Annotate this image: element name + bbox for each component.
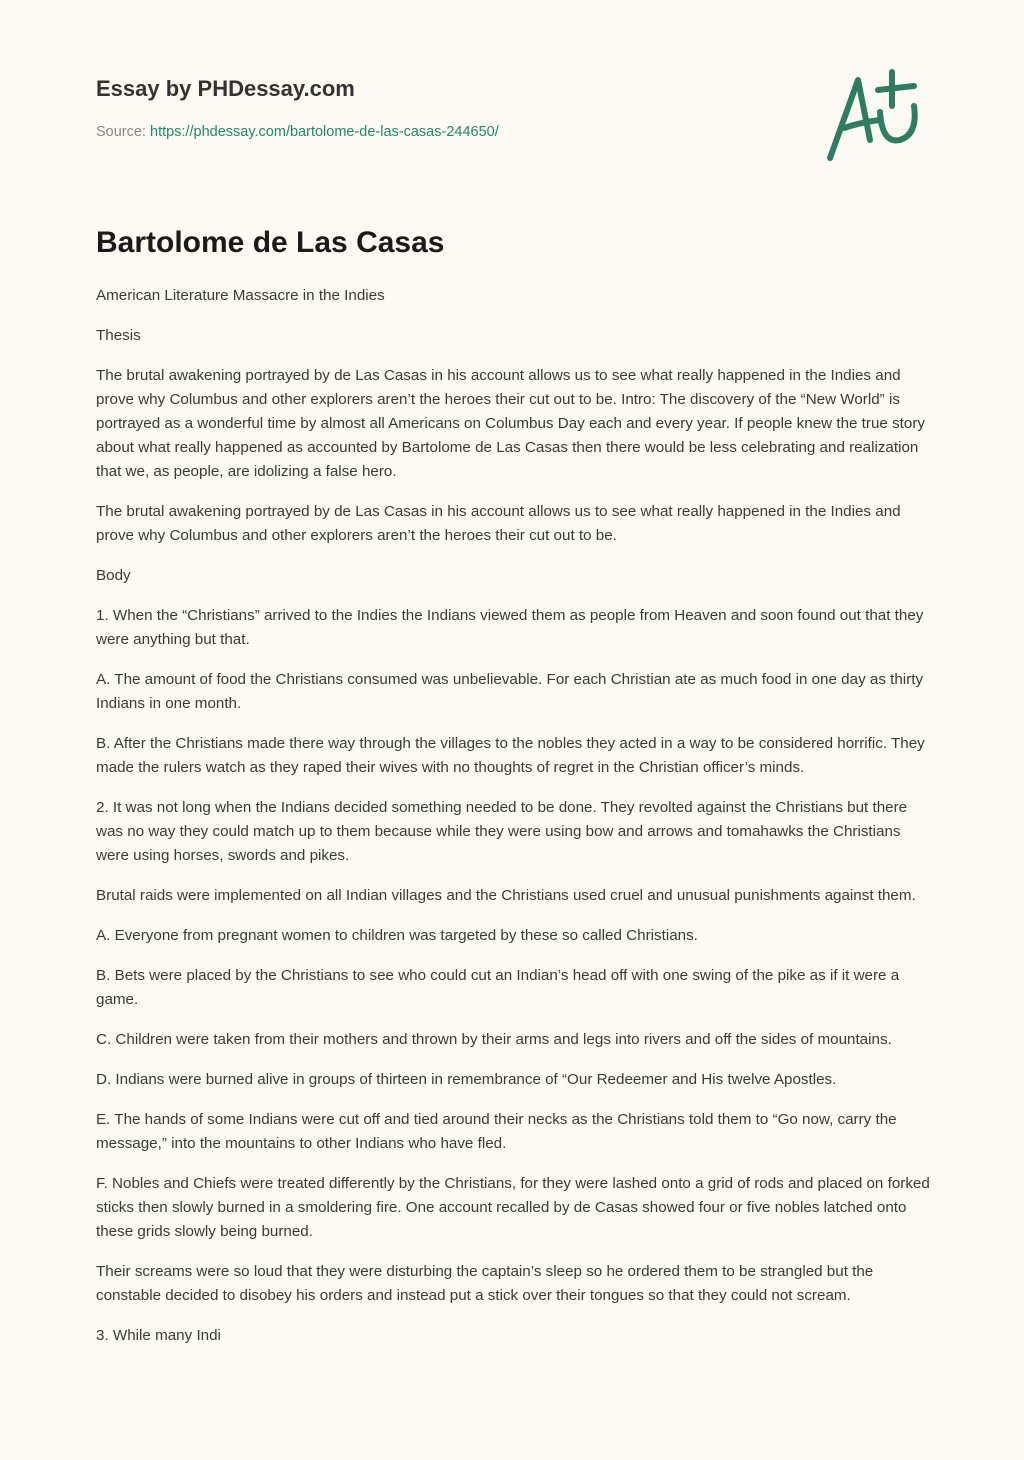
essay-body	[96, 284, 932, 1364]
paragraph: B. After the Christians made there way through the villages to the nobles they acted in a way to be considered horrific. They made the rulers watch as they raped their wives with no thoughts of regret in the Christian officer’s minds.	[96, 735, 925, 776]
paragraph: The brutal awakening portrayed by de Las Casas in his account allows us to see what really happened in the Indies and prove why Columbus and other explorers aren’t the heroes their cut out to be. Intro: The discovery of the “New World” is portrayed as a wonderful time by almost all Americans on Columbus Day each and every year. If people knew the true story about what really happened as accounted by Bartolome de Las Casas then there would be less celebrating and realization that we, as people, are idolizing a false hero.	[96, 367, 925, 480]
paragraph: E. The hands of some Indians were cut off and tied around their necks as the Christians told them to “Go now, carry the message,” into the mountains to other Indians who have fled.	[96, 1111, 897, 1152]
paragraph: The brutal awakening portrayed by de Las Casas in his account allows us to see what really happened in the Indies and prove why Columbus and other explorers aren’t the heroes their cut out to be.	[96, 503, 901, 544]
paragraph: A. Everyone from pregnant women to children was targeted by these so called Christians.	[96, 927, 698, 944]
paragraph: 1. When the “Christians” arrived to the Indies the Indians viewed them as people from Heaven and soon found out that they were anything but that.	[96, 607, 924, 648]
paragraph: Brutal raids were implemented on all Indian villages and the Christians used cruel and unusual punishments against them.	[96, 887, 916, 904]
source-line	[96, 124, 499, 140]
a-plus-logo	[818, 66, 930, 166]
paragraph: 2. It was not long when the Indians decided something needed to be done. They revolted against the Christians but there was no way they could match up to them because while they were using bow and arrows and tomahawks the Christians were using horses, swords and pikes.	[96, 799, 908, 864]
page-title: Bartolome de Las Casas	[96, 226, 445, 259]
paragraph: Their screams were so loud that they were disturbing the captain’s sleep so he ordered them to be strangled but the constable decided to disobey his orders and instead put a stick over their tongues so that they could not scream.	[96, 1263, 874, 1304]
source-label: Source:	[96, 124, 146, 140]
paragraph: B. Bets were placed by the Christians to see who could cut an Indian’s head off with one swing of the pike as if it were a game.	[96, 967, 900, 1008]
paragraph: A. The amount of food the Christians consumed was unbelievable. For each Christian ate as much food in one day as thirty Indians in one month.	[96, 671, 924, 712]
paragraph: American Literature Massacre in the Indies	[96, 287, 385, 304]
site-brand: Essay by PHDessay.com	[96, 76, 355, 101]
paragraph: 3. While many Indi	[96, 1327, 221, 1344]
paragraph: D. Indians were burned alive in groups of thirteen in remembrance of “Our Redeemer and His twelve Apostles.	[96, 1071, 837, 1088]
paragraph: F. Nobles and Chiefs were treated differently by the Christians, for they were lashed onto a grid of rods and placed on forked sticks then slowly burned in a smoldering fire. One account recalled by de Casas showed four or five nobles latched onto these grids slowly being burned.	[96, 1175, 930, 1240]
paragraph: Thesis	[96, 327, 141, 344]
paragraph: Body	[96, 567, 131, 584]
source-link[interactable]: https://phdessay.com/bartolome-de-las-casas-244650/	[150, 124, 499, 140]
paragraph: C. Children were taken from their mothers and thrown by their arms and legs into rivers and off the sides of mountains.	[96, 1031, 892, 1048]
